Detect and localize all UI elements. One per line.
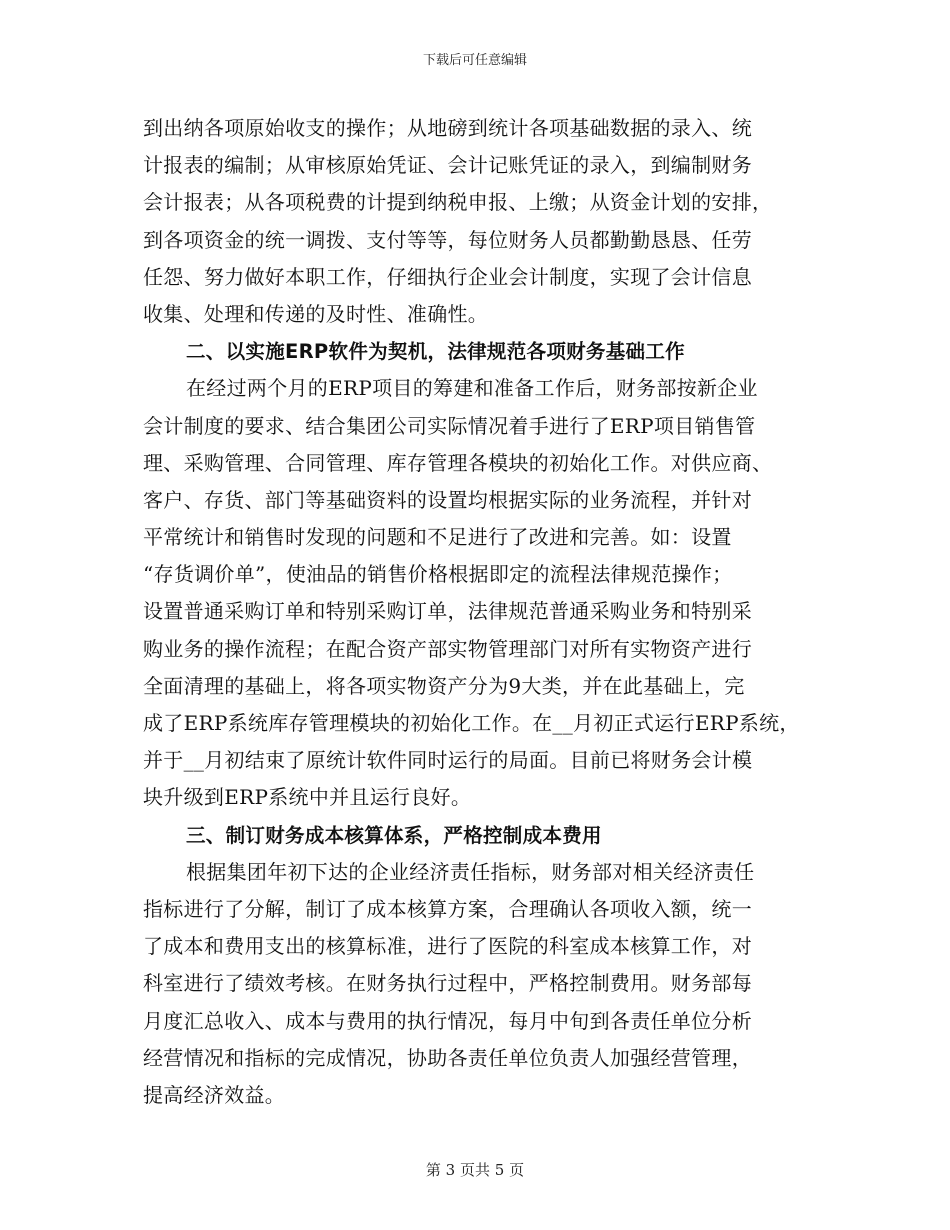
paragraph-line: 平常统计和销售时发现的问题和不足进行了改进和完善。如：设置: [143, 525, 732, 550]
paragraph-line: 了成本和费用支出的核算标准，进行了医院的科室成本核算工作，对: [143, 934, 752, 959]
paragraph-line: 根据集团年初下达的企业经济责任指标，财务部对相关经济责任: [186, 859, 755, 884]
paragraph-line: 客户、存货、部门等基础资料的设置均根据实际的业务流程，并针对: [143, 487, 752, 512]
paragraph-line: 成了ERP系统库存管理模块的初始化工作。在__月初正式运行ERP系统，: [143, 711, 800, 735]
paragraph-line: 任怨、努力做好本职工作，仔细执行企业会计制度，实现了会计信息: [143, 264, 752, 289]
section-heading-2: 二、以实施ERP软件为契机，法律规范各项财务基础工作: [186, 340, 685, 364]
paragraph-line: 购业务的操作流程；在配合资产部实物管理部门对所有实物资产进行: [143, 636, 752, 661]
paragraph-line: 全面清理的基础上，将各项实物资产分为9大类，并在此基础上，完: [143, 673, 745, 698]
paragraph-line: 科室进行了绩效考核。在财务执行过程中，严格控制费用。财务部每: [143, 971, 752, 996]
page-footer: 第 3 页共 5 页: [425, 1161, 525, 1179]
paragraph-line: 理、采购管理、合同管理、库存管理各模块的初始化工作。对供应商、: [143, 450, 773, 475]
paragraph-line: 并于__月初结束了原统计软件同时运行的局面。目前已将财务会计模: [143, 748, 753, 773]
paragraph-line: 到出纳各项原始收支的操作；从地磅到统计各项基础数据的录入、统: [143, 116, 752, 140]
paragraph-line: 会计制度的要求、结合集团公司实际情况着手进行了ERP项目销售管: [143, 413, 756, 438]
paragraph-line: 经营情况和指标的完成情况，协助各责任单位负责人加强经营管理，: [143, 1045, 752, 1070]
paragraph-line: 收集、处理和传递的及时性、准确性。: [143, 301, 489, 326]
paragraph-line: “存货调价单”，使油品的销售价格根据即定的流程法律规范操作；: [143, 562, 733, 587]
section-heading-3: 三、制订财务成本核算体系，严格控制成本费用: [186, 823, 602, 847]
document-body: [143, 110, 833, 1114]
paragraph-line: 提高经济效益。: [143, 1082, 286, 1107]
page-header: 下载后可任意编辑: [422, 53, 527, 68]
paragraph-line: 指标进行了分解，制订了成本核算方案，合理确认各项收入额，统一: [143, 896, 752, 921]
paragraph-line: 块升级到ERP系统中并且运行良好。: [143, 785, 472, 810]
paragraph-line: 会计报表；从各项税费的计提到纳税申报、上缴；从资金计划的安排，: [143, 190, 773, 215]
paragraph-line: 月度汇总收入、成本与费用的执行情况，每月中旬到各责任单位分析: [143, 1008, 752, 1033]
paragraph-line: 到各项资金的统一调拨、支付等等，每位财务人员都勤勤恳恳、任劳: [143, 227, 752, 252]
paragraph-line: 计报表的编制；从审核原始凭证、会计记账凭证的录入，到编制财务: [143, 153, 752, 178]
paragraph-line: 在经过两个月的ERP项目的筹建和准备工作后，财务部按新企业: [186, 376, 758, 401]
paragraph-line: 设置普通采购订单和特别采购订单，法律规范普通采购业务和特别采: [143, 599, 752, 624]
